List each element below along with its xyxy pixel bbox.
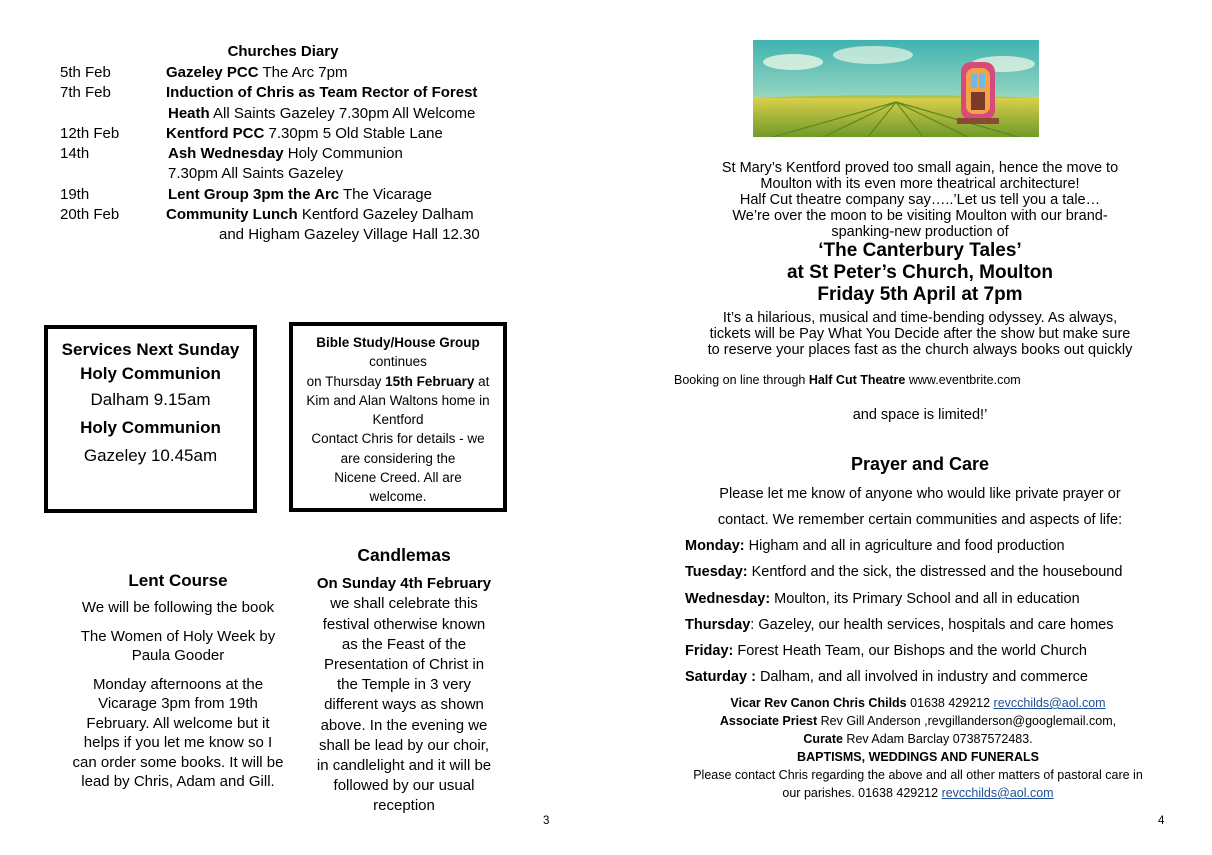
vicar-contact: Vicar Rev Canon Chris Childs 01638 429212 revcchilds@aol.com <box>730 696 1106 710</box>
candlemas-title: Candlemas <box>357 545 451 565</box>
bible-line: on Thursday 15th February at <box>306 373 490 389</box>
notice-line: Half Cut theatre company say…..’Let us tell you a tale… <box>739 192 1101 208</box>
bible-line: Kim and Alan Waltons home in <box>306 392 490 408</box>
diary-date: 20th Feb <box>60 206 120 224</box>
diary-detail: The Arc 7pm <box>258 64 348 81</box>
diary-event: Lent Group 3pm the Arc <box>168 185 340 203</box>
bible-line: are considering the <box>340 450 456 466</box>
diary-detail: Kentford Gazeley Dalham <box>297 206 474 224</box>
diary-detail: The Vicarage <box>339 185 432 203</box>
diary-detail: 7.30pm 5 Old Stable Lane <box>264 124 443 142</box>
service-time: Gazeley 10.45am <box>83 446 218 465</box>
candlemas-line: shall be lead by our choir, <box>318 736 490 754</box>
candlemas-date: On Sunday 4th February <box>316 575 492 593</box>
diary-date: 7th Feb <box>60 84 111 102</box>
notice-line: to reserve your places fast as the church always books out quickly <box>707 342 1133 358</box>
theatre-banner-image <box>753 40 1039 137</box>
diary-detail: Holy Communion <box>283 145 403 163</box>
prayer-day-row: Thursday: Gazeley, our health services, hospitals and care homes <box>685 616 1114 633</box>
candlemas-line: we shall celebrate this <box>330 595 478 613</box>
booking-line: Booking on line through Half Cut Theatre www.eventbrite.com <box>674 373 1021 387</box>
diary-detail: 7.30pm All Saints Gazeley <box>168 165 344 183</box>
prayer-day-row: Wednesday: Moulton, its Primary School and all in education <box>685 590 1080 607</box>
contacts-section <box>660 694 1176 802</box>
candlemas-line: followed by our usual <box>333 777 475 795</box>
services-box <box>44 325 257 513</box>
prayer-title: Prayer and Care <box>850 454 990 474</box>
service-name: Holy Communion <box>80 364 221 383</box>
canterbury-tales-notice <box>670 160 1170 358</box>
diary-event: Ash Wednesday <box>168 145 284 163</box>
bwf-heading: BAPTISMS, WEDDINGS AND FUNERALS <box>797 750 1039 764</box>
lent-course-section <box>58 571 298 801</box>
curate-contact: Curate Rev Adam Barclay 07387572483. <box>803 732 1033 746</box>
candlemas-line: reception <box>373 797 435 815</box>
prayer-intro: Please let me know of anyone who would like private prayer or contact. We remember certain communities and aspects of life: <box>717 486 1123 528</box>
candlemas-line: different ways as shown <box>324 696 484 714</box>
candlemas-line: in candlelight and it will be <box>316 757 492 775</box>
diary-event: Kentford PCC <box>166 124 265 142</box>
notice-line: St Mary’s Kentford proved too small again, hence the move to <box>721 160 1119 176</box>
candlemas-line: the Temple in 3 very <box>337 676 471 694</box>
bible-line: continues <box>369 354 427 370</box>
service-name: Holy Communion <box>80 418 221 437</box>
diary-event: Induction of Chris as Team Rector of Forest <box>166 84 478 102</box>
bible-line: Contact Chris for details - we <box>311 431 485 447</box>
prayer-day-row: Monday: Higham and all in agriculture and food production <box>685 538 1065 554</box>
lent-paragraph: We will be following the book <box>81 599 275 616</box>
service-time: Dalham 9.15am <box>90 390 211 409</box>
diary-event: Community Lunch <box>166 206 298 224</box>
diary-detail: All Saints Gazeley 7.30pm All Welcome <box>209 104 476 122</box>
diary-event: Heath <box>168 104 210 122</box>
pastoral-contact-line: Please contact Chris regarding the above and all other matters of pastoral care in <box>693 768 1143 782</box>
notice-line: tickets will be Pay What You Decide after the show but make sure <box>709 326 1131 342</box>
candlemas-section <box>304 545 504 817</box>
space-limited-text: and space is limited!’ <box>852 407 988 423</box>
notice-line: Moulton with its even more theatrical architecture! <box>760 176 1080 192</box>
notice-line: spanking-new production of <box>831 224 1009 240</box>
candlemas-line: as the Feast of the <box>341 635 467 653</box>
lent-paragraph: The Women of Holy Week by Paula Gooder <box>80 627 276 664</box>
services-title: Services Next Sunday <box>61 340 240 359</box>
pastoral-contact-line: our parishes. 01638 429212 revcchilds@aol.com <box>782 786 1054 800</box>
page-number-left: 3 <box>543 815 550 827</box>
diary-date: 19th <box>60 185 90 203</box>
candlemas-line: above. In the evening we <box>320 716 488 734</box>
bible-line: Kentford <box>372 412 424 428</box>
candlemas-line: festival otherwise known <box>322 615 486 633</box>
diary-date: 14th <box>60 145 90 163</box>
candlemas-line: Presentation of Christ in <box>323 656 485 674</box>
prayer-day-row: Tuesday: Kentford and the sick, the distressed and the housebound <box>685 564 1123 581</box>
associate-contact: Associate Priest Rev Gill Anderson ,revgillanderson@googlemail.com, <box>719 714 1117 728</box>
bible-study-title: Bible Study/House Group <box>316 335 480 350</box>
prayer-day-row: Saturday : Dalham, and all involved in industry and commerce <box>685 669 1088 686</box>
diary-event: Gazeley PCC <box>166 64 259 81</box>
diary-detail: and Higham Gazeley Village Hall 12.30 <box>219 226 480 244</box>
bible-line: welcome. <box>369 489 427 505</box>
show-date: Friday 5th April at 7pm <box>817 284 1023 305</box>
notice-line: It’s a hilarious, musical and time-bending odyssey. As always, <box>722 310 1118 326</box>
lent-paragraph: Monday afternoons at the Vicarage 3pm from 19th February. All welcome but it helps if you let me know so I can order some books. It will be lead by Chris, Adam and Gill. <box>72 675 284 790</box>
page-number-right: 4 <box>1158 815 1165 827</box>
diary-date: 12th Feb <box>60 124 120 142</box>
contact-email-link[interactable]: revcchilds@aol.com <box>941 786 1054 800</box>
show-venue: at St Peter’s Church, Moulton <box>786 262 1054 283</box>
notice-line: We’re over the moon to be visiting Moulton with our brand- <box>732 208 1108 224</box>
prayer-days-list <box>685 533 1122 691</box>
prayer-day-row: Friday: Forest Heath Team, our Bishops and the world Church <box>685 643 1087 660</box>
diary-title: Churches Diary <box>227 43 339 60</box>
bible-study-box <box>289 322 507 512</box>
diary-date: 5th Feb <box>60 64 111 81</box>
vicar-email-link[interactable]: revcchilds@aol.com <box>993 696 1106 710</box>
lent-course-title: Lent Course <box>128 571 228 590</box>
show-title: ‘The Canterbury Tales’ <box>818 240 1022 261</box>
bible-line: Nicene Creed. All are <box>334 470 462 486</box>
